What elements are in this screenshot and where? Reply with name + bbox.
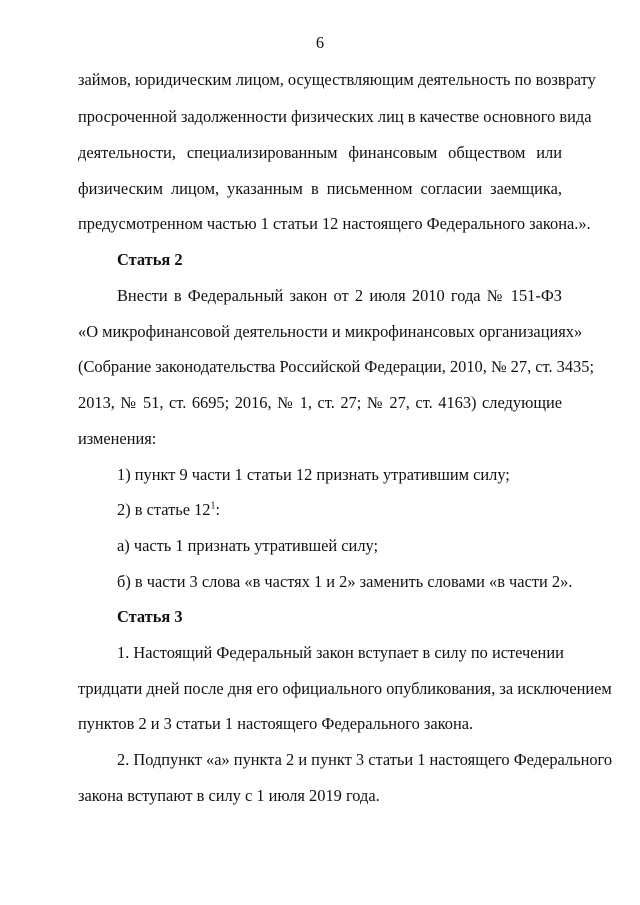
paragraph-line: деятельности, специализированным финансовым обществом или (78, 143, 562, 162)
paragraph-line: «О микрофинансовой деятельности и микрофинансовых организациях» (78, 322, 583, 341)
paragraph-line: физическим лицом, указанным в письменном согласии заемщика, (78, 179, 562, 198)
superscript: 1 (210, 500, 216, 512)
paragraph-line: 1. Настоящий Федеральный закон вступает в силу по истечении (117, 643, 564, 662)
colon: : (215, 500, 221, 519)
paragraph-line: просроченной задолженности физических лиц в качестве основного вида (78, 107, 592, 126)
paragraph-line: изменения: (78, 429, 157, 448)
list-item: 1) пункт 9 части 1 статьи 12 признать утратившим силу; (117, 465, 510, 484)
paragraph-line: (Собрание законодательства Российской Федерации, 2010, № 27, ст. 3435; (78, 357, 595, 376)
paragraph-line: тридцати дней после дня его официального опубликования, за исключением (78, 679, 612, 698)
paragraph-line: займов, юридическим лицом, осуществляющим деятельность по возврату (78, 70, 596, 89)
article-2-heading: Статья 2 (117, 250, 183, 269)
paragraph-line: предусмотренном частью 1 статьи 12 настоящего Федерального закона.». (78, 214, 591, 233)
article-3-heading: Статья 3 (117, 607, 183, 626)
paragraph-line: Внести в Федеральный закон от 2 июля 2010 года № 151-ФЗ (117, 286, 562, 305)
list-item: а) часть 1 признать утратившей силу; (117, 536, 379, 555)
paragraph-line: закона вступают в силу с 1 июля 2019 года. (78, 786, 380, 805)
list-item-text: 2) в статье 12 (117, 500, 211, 519)
paragraph-line: 2. Подпункт «а» пункта 2 и пункт 3 статьи 1 настоящего Федерального (117, 750, 613, 769)
page-number: 6 (315, 33, 325, 52)
paragraph-line: 2013, № 51, ст. 6695; 2016, № 1, ст. 27; № 27, ст. 4163) следующие (78, 393, 562, 412)
list-item: б) в части 3 слова «в частях 1 и 2» заменить словами «в части 2». (117, 572, 573, 591)
paragraph-line: пунктов 2 и 3 статьи 1 настоящего Федерального закона. (78, 714, 474, 733)
list-item (117, 500, 562, 520)
